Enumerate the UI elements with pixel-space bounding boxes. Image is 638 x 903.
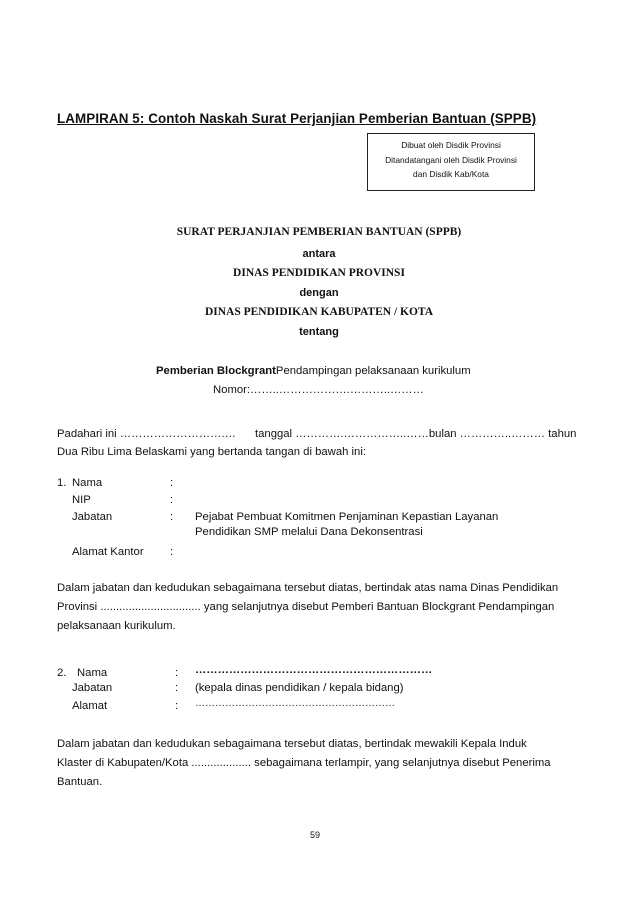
paragraph-1-line-2: Provinsi ................................ yang selanjutnya disebut Pemberi Bantuan Blockgrant Pendampingan xyxy=(57,601,555,613)
letter-title: SURAT PERJANJIAN PEMBERIAN BANTUAN (SPPB) xyxy=(176,226,462,238)
party2-nama-value: ……………………………………………………… xyxy=(195,664,433,676)
party1-alamat-label: Alamat Kantor xyxy=(72,546,144,558)
paragraph-2-line-3: Bantuan. xyxy=(57,776,103,788)
party2-jabatan-value: (kepala dinas pendidikan / kepala bidang) xyxy=(195,682,404,694)
intro-line-1a: Padahari ini ……………………….… xyxy=(57,428,236,440)
paragraph-1-line-1: Dalam jabatan dan kedudukan sebagaimana tersebut diatas, bertindak atas nama Dinas Pendidikan xyxy=(57,582,559,594)
box-line-1: Dibuat oleh Disdik Provinsi xyxy=(401,140,501,150)
title-tentang: tentang xyxy=(299,326,339,338)
subject-rest: Pendampingan pelaksanaan kurikulum xyxy=(275,365,471,377)
title-antara: antara xyxy=(302,248,336,260)
nomor-line: Nomor:……..……………….………..……… xyxy=(213,384,424,396)
party2-alamat-label: Alamat xyxy=(72,700,108,712)
party2-nama-label: Nama xyxy=(77,667,108,679)
paragraph-1-line-3: pelaksanaan kurikulum. xyxy=(57,620,176,632)
party1-jabatan-value-2: Pendidikan SMP melalui Dana Dekonsentrasi xyxy=(195,526,423,538)
party1-nip-label: NIP xyxy=(72,494,91,506)
party1-nama-label: Nama xyxy=(72,477,103,489)
party1-jabatan-value-1: Pejabat Pembuat Komitmen Penjaminan Kepastian Layanan xyxy=(195,511,499,523)
party1-nip-colon: : xyxy=(170,494,174,506)
subject-bold: Pemberian Blockgrant xyxy=(156,365,276,377)
title-kabupaten: DINAS PENDIDIKAN KABUPATEN / KOTA xyxy=(204,306,434,318)
paragraph-2-line-2: Klaster di Kabupaten/Kota ................... sebagaimana terlampir, yang selanjutnya disebut Penerima xyxy=(57,757,551,769)
signature-note-box xyxy=(367,133,535,191)
party2-nama-colon: : xyxy=(175,667,179,679)
party1-nama-colon: : xyxy=(170,477,174,489)
party2-number: 2. xyxy=(57,667,67,679)
page-number: 59 xyxy=(310,830,321,840)
box-line-2: Ditandatangani oleh Disdik Provinsi xyxy=(385,154,517,165)
party2-jabatan-colon: : xyxy=(175,682,179,694)
title-dengan: dengan xyxy=(299,287,339,299)
title-provinsi: DINAS PENDIDIKAN PROVINSI xyxy=(233,267,405,279)
party1-jabatan-label: Jabatan xyxy=(72,511,113,523)
subject-line xyxy=(156,365,471,377)
party2-jabatan-label: Jabatan xyxy=(72,682,113,694)
paragraph-2 xyxy=(57,735,587,792)
paragraph-1 xyxy=(57,579,587,636)
party2-alamat-value: …………………………………………………… xyxy=(195,698,395,709)
party2-alamat-colon: : xyxy=(175,700,179,712)
party1-number: 1. xyxy=(57,477,67,489)
intro-line-1b: tanggal ………….……………..……bulan …………..……… tahun xyxy=(255,428,577,440)
paragraph-2-line-1: Dalam jabatan dan kedudukan sebagaimana tersebut diatas, bertindak mewakili Kepala Induk xyxy=(57,738,527,750)
party1-jabatan-colon: : xyxy=(170,511,174,523)
box-line-3: dan Disdik Kab/Kota xyxy=(413,169,489,179)
party1-alamat-colon: : xyxy=(170,546,174,558)
intro-line-2: Dua Ribu Lima Belaskami yang bertanda tangan di bawah ini: xyxy=(57,446,366,458)
document-heading: LAMPIRAN 5: Contoh Naskah Surat Perjanjian Pemberian Bantuan (SPPB) xyxy=(57,111,537,126)
